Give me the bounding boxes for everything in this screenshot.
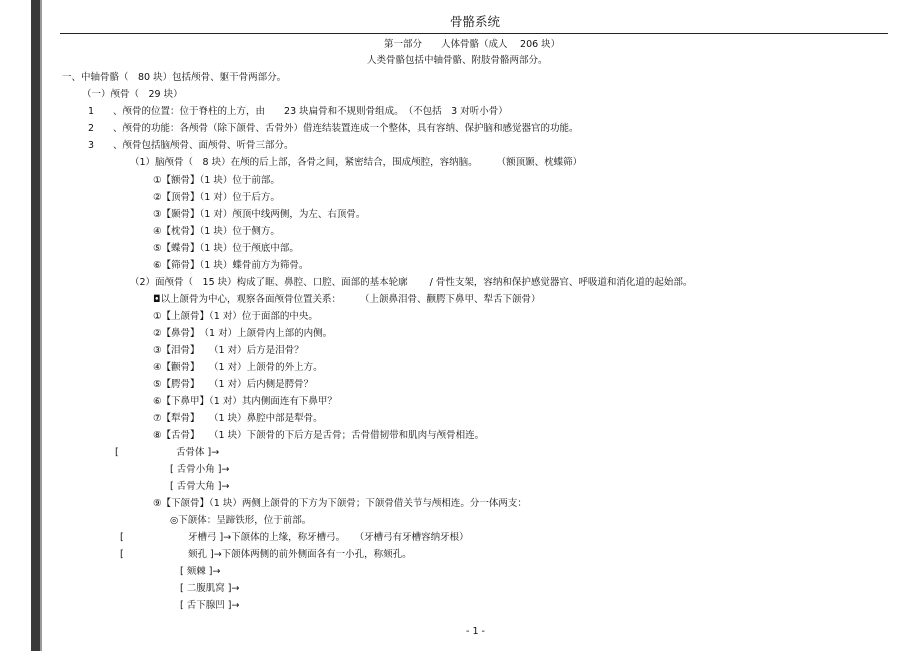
text-line: ⑤【腭骨】 （1 对）后内侧是腭骨？ xyxy=(153,379,314,390)
text-line: ⑤【蝶骨】（1 块）位于颅底中部。 xyxy=(153,243,299,254)
bracket: [ xyxy=(115,447,119,458)
page-number: - 1 - xyxy=(466,626,485,637)
text-line: ◘以上颌骨为中心，观察各面颅骨位置关系： （上颌鼻泪骨、颧腭下鼻甲、犁舌下颌骨） xyxy=(153,294,541,305)
text-line: （一）颅骨（ 29 块） xyxy=(82,89,183,100)
text-line: ①【额骨】（1 块）位于前部。 xyxy=(153,175,280,186)
bracket: [ xyxy=(120,549,124,560)
text-line: 1 、颅骨的位置：位于脊柱的上方，由 23 块扁骨和不规则骨组成。 （不包括 3 对听小骨） xyxy=(88,106,508,117)
text-line: [ 舌下腺凹 ]→ xyxy=(180,600,240,611)
text-line: ③【泪骨】 （1 对）后方是泪骨？ xyxy=(153,345,304,356)
document-title: 骨骼系统 xyxy=(450,14,501,29)
text-line: [ 颏棘 ]→ xyxy=(180,566,221,577)
text-line: ⑦【犁骨】 （1 块）鼻腔中部是犁骨。 xyxy=(153,413,323,424)
text-line: ⑥【下鼻甲】（1 对）其内侧面连有下鼻甲？ xyxy=(153,396,337,407)
bracket: [ xyxy=(120,532,124,543)
section-intro: 人类骨骼包括中轴骨骼、附肢骨骼两部分。 xyxy=(367,55,548,66)
text-line: 3 、颅骨包括脑颅骨、面颅骨、听骨三部分。 xyxy=(88,140,294,151)
left-margin-edge xyxy=(40,0,42,651)
text-line: ④【颧骨】 （1 对）上颌骨的外上方。 xyxy=(153,362,323,373)
text-line: 颏孔 ]→下颌体两侧的前外侧面各有一小孔，称颏孔。 xyxy=(188,549,412,560)
text-line: ②【顶骨】（1 对）位于后方。 xyxy=(153,192,280,203)
text-line: ⑨【下颌骨】（1 块）两侧上颌骨的下方为下颌骨；下颌骨借关节与颅相连。分一体两支： xyxy=(153,498,527,509)
text-line: ②【鼻骨】 （1 对）上颌骨内上部的内侧。 xyxy=(153,328,333,339)
text-line: ◎下颌体：呈蹄铁形，位于前部。 xyxy=(170,515,312,526)
text-line: （2）面颅骨（ 15 块）构成了眶、鼻腔、口腔、面部的基本轮廓 / 骨性支架，容纳和保护感觉器官、呼吸道和消化道的起始部。 xyxy=(130,277,693,288)
text-line: （1）脑颅骨（ 8 块）在颅的后上部，各骨之间，紧密结合，围成颅腔，容纳脑。 （额顶颞、枕蝶筛） xyxy=(130,157,583,168)
text-line: ④【枕骨】（1 块）位于侧方。 xyxy=(153,226,280,237)
text-line: [ 二腹肌窝 ]→ xyxy=(180,583,240,594)
text-line: ③【颞骨】（1 对）颅顶中线两侧，为左、右顶骨。 xyxy=(153,209,366,220)
text-line: [ 舌骨小角 ]→ xyxy=(170,464,230,475)
text-line: ⑧【舌骨】 （1 块）下颌骨的下后方是舌骨；舌骨借韧带和肌肉与颅骨相连。 xyxy=(153,430,485,441)
text-line: 一、中轴骨骼（ 80 块）包括颅骨、躯干骨两部分。 xyxy=(62,72,287,83)
header-rule xyxy=(60,33,888,34)
section-heading: 第一部分 人体骨骼（成人 206 块） xyxy=(384,39,561,50)
text-line: [ 舌骨大角 ]→ xyxy=(170,481,230,492)
text-line: 舌骨体 ]→ xyxy=(176,447,220,458)
text-line: ⑥【筛骨】（1 块）蝶骨前方为筛骨。 xyxy=(153,260,309,271)
text-line: 牙槽弓 ]→下颌体的上缘，称牙槽弓。 （牙槽弓有牙槽容纳牙根） xyxy=(188,532,469,543)
text-line: ①【上颌骨】（1 对）位于面部的中央。 xyxy=(153,311,318,322)
text-line: 2 、颅骨的功能：各颅骨（除下颌骨、舌骨外）借连结装置连成一个整体，具有容纳、保护脑和感觉器官的功能。 xyxy=(88,123,579,134)
left-margin-bar xyxy=(31,0,40,651)
